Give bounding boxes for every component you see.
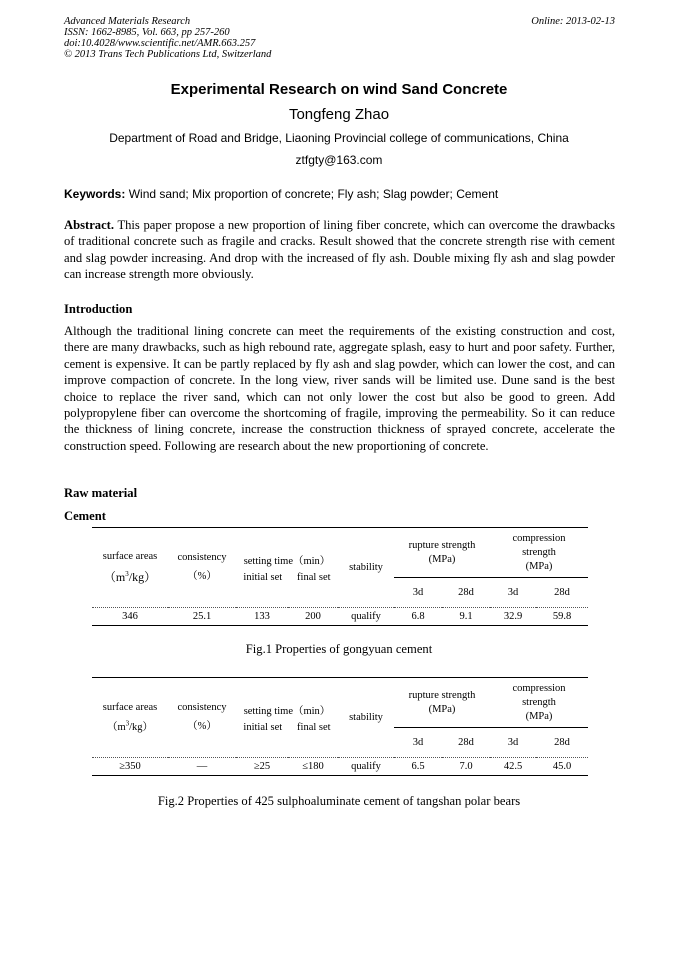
stability-value: qualify (338, 758, 394, 776)
compression-3d-header: 3d (507, 737, 519, 748)
table-row (92, 758, 588, 776)
table-row (92, 608, 588, 626)
rupture-3d-value: 6.5 (394, 758, 442, 776)
author-email: ztfgty@163.com (295, 153, 383, 167)
abstract-label: Abstract. (64, 218, 115, 232)
author-name: Tongfeng Zhao (288, 106, 390, 123)
rupture-strength-header: rupture strength (MPa) (394, 678, 490, 728)
rupture-28d-value: 7.0 (442, 758, 490, 776)
figure-2-caption: Fig.2 Properties of 425 sulphoaluminate cement of tangshan polar bears (157, 794, 521, 808)
final-set-value: ≤180 (288, 758, 338, 776)
rupture-3d-header: 3d (412, 737, 424, 748)
initial-set-value: ≥25 (236, 758, 288, 776)
consistency-value: 25.1 (168, 608, 236, 626)
rupture-3d-header: 3d (412, 587, 424, 598)
surface-area-value: ≥350 (92, 758, 168, 776)
copyright-line: © 2013 Trans Tech Publications Ltd, Switzerland (64, 49, 272, 60)
introduction-heading: Introduction (64, 302, 133, 316)
surface-areas-header: surface areas $(m^3/kg)$ (92, 678, 168, 758)
figure-1-caption: Fig.1 Properties of gongyuan cement (245, 642, 433, 656)
raw-material-heading: Raw material (64, 486, 138, 500)
stability-header: stability (338, 678, 394, 758)
online-date: Online: 2013-02-13 (531, 16, 615, 27)
compression-3d-value: 42.5 (490, 758, 536, 776)
compression-strength-header: compression strength (MPa) (490, 528, 588, 578)
abstract-text: This paper propose a new proportion of lining fiber concrete, which can overcome the drawbacks of traditional concrete such as fragile and cracks. Result showed that the concrete strength rise with cement and slag powder increasing. And drop with the increased of fly ash. Double mixing fly ash and slag powder can increase strength more obviously. (64, 218, 615, 282)
setting-time-header: setting time（min） initial set final set (236, 528, 338, 608)
final-set-header: final set (297, 721, 331, 733)
consistency-header: consistency （%） (168, 678, 236, 758)
keywords (64, 187, 615, 201)
compression-28d-header: 28d (554, 587, 570, 598)
consistency-header: consistency （%） (168, 528, 236, 608)
stability-header: stability (338, 528, 394, 608)
running-header (64, 16, 615, 60)
rupture-28d-header: 28d (458, 587, 474, 598)
keywords-text: Wind sand; Mix proportion of concrete; Fly ash; Slag powder; Cement (128, 187, 499, 201)
doi-line: doi:10.4028/www.scientific.net/AMR.663.257 (64, 38, 256, 49)
rupture-28d-header: 28d (458, 737, 474, 748)
abstract (64, 217, 615, 283)
issn-line: ISSN: 1662-8985, Vol. 663, pp 257-260 (64, 27, 230, 38)
paper-title: Experimental Research on wind Sand Concrete (170, 81, 508, 98)
consistency-value: — (168, 758, 236, 776)
rupture-3d-value: 6.8 (394, 608, 442, 626)
surface-areas-unit: $(m^3/kg)$ (103, 569, 157, 584)
compression-28d-header: 28d (554, 737, 570, 748)
compression-3d-value: 32.9 (490, 608, 536, 626)
final-set-header: final set (297, 571, 331, 583)
stability-value: qualify (338, 608, 394, 626)
cement-properties-table-1 (92, 527, 588, 626)
journal-name: Advanced Materials Research (64, 16, 191, 27)
final-set-value: 200 (288, 608, 338, 626)
cement-heading: Cement (64, 509, 106, 523)
compression-28d-value: 59.8 (536, 608, 588, 626)
setting-time-header: setting time（min） initial set final set (236, 678, 338, 758)
initial-set-value: 133 (236, 608, 288, 626)
initial-set-header: initial set (243, 721, 283, 733)
rupture-28d-value: 9.1 (442, 608, 490, 626)
affiliation: Department of Road and Bridge, Liaoning Provincial college of communications, China (109, 131, 569, 145)
compression-3d-header: 3d (507, 587, 519, 598)
surface-areas-header: surface areas $(m^3/kg)$ (92, 528, 168, 608)
rupture-strength-header: rupture strength (MPa) (394, 528, 490, 578)
initial-set-header: initial set (243, 571, 283, 583)
cement-properties-table-2 (92, 677, 588, 776)
surface-areas-unit: $(m^3/kg)$ (106, 719, 154, 733)
introduction-text: Although the traditional lining concrete can meet the requirements of the existing construction and cost, there are many drawbacks, such as high rebound rate, aggregate splash, easy to hurt and poor safety. Further, cement is expensive. It can be partly replaced by fly ash and slag powder, which can lower the cost, and can improve compaction of concrete. In the long view, river sands will be limited use. Dune sand is the best choice to replace the river sand, which can not only lower the cost but also be good to green. Add polypropylene fiber can overcome the shortcoming of fragile, improving the permeability. So it can reduce the thickness of lining concrete, increase the construction thickness of sprayed concrete, accelerate the construction speed. Following are research about the new proportioning of concrete. (64, 324, 615, 453)
keywords-label: Keywords: (64, 187, 126, 201)
compression-28d-value: 45.0 (536, 758, 588, 776)
compression-strength-header: compression strength (MPa) (490, 678, 588, 728)
surface-area-value: 346 (92, 608, 168, 626)
